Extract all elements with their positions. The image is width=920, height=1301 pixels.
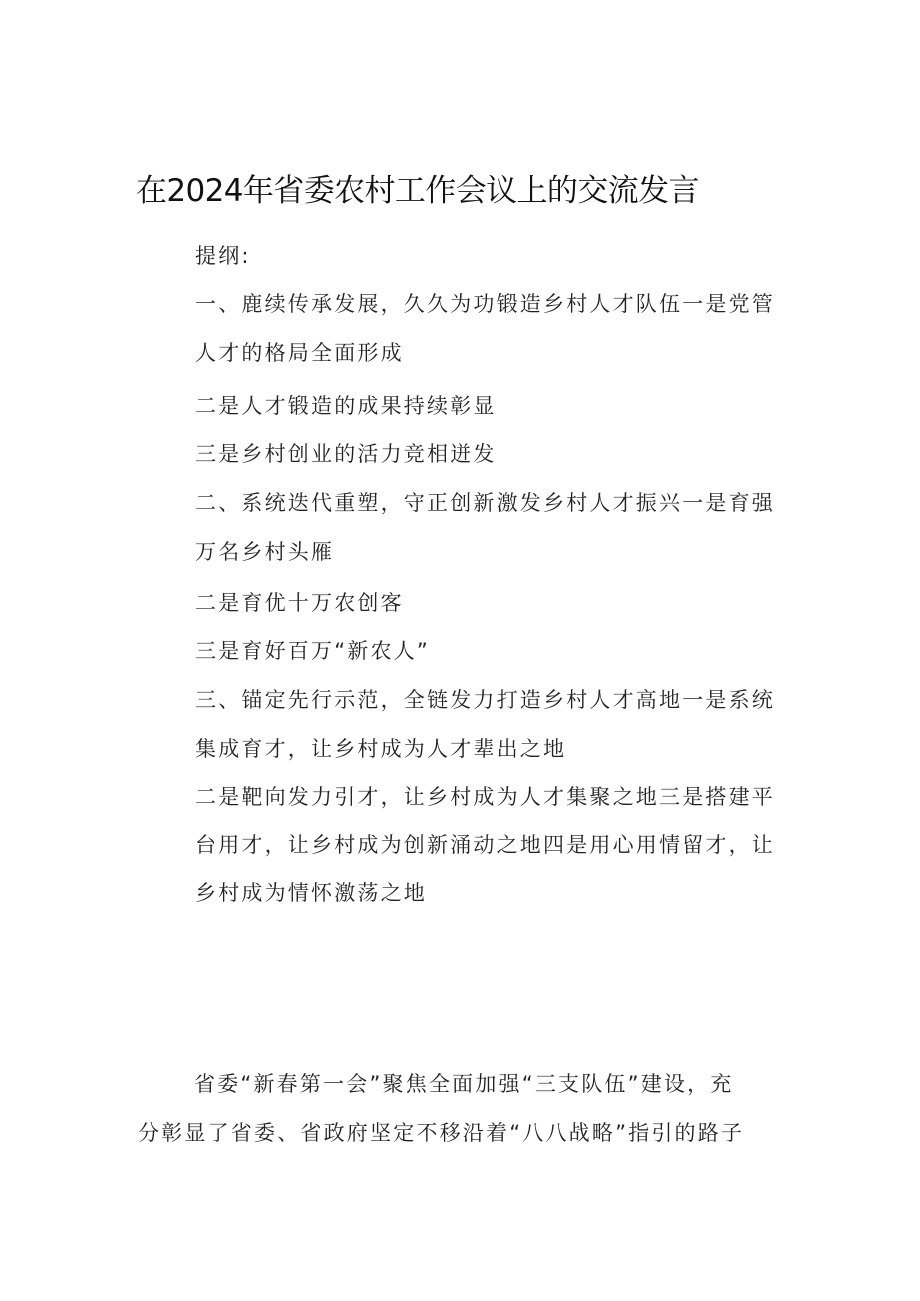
outline-line: 乡村成为情怀激荡之地	[195, 881, 427, 905]
outline-line: 三、锚定先行示范，全链发力打造乡村人才高地一是系统	[195, 688, 775, 712]
body-line: 省委“新春第一会”聚焦全面加强“三支队伍”建设，充	[194, 1072, 734, 1096]
outline-line: 人才的格局全面形成	[195, 341, 404, 365]
outline-line: 集成育才，让乡村成为人才辈出之地	[195, 737, 567, 761]
body-line: 分彰显了省委、省政府坚定不移沿着“八八战略”指引的路子	[138, 1121, 745, 1145]
outline-line: 二是人才锻造的成果持续彰显	[195, 394, 497, 418]
outline-line: 三是育好百万“新农人”	[195, 639, 430, 663]
outline-line: 二是靶向发力引才，让乡村成为人才集聚之地三是搭建平	[195, 785, 775, 809]
outline-line: 二、系统迭代重塑，守正创新激发乡村人才振兴一是育强	[195, 491, 775, 515]
outline-line: 三是乡村创业的活力竞相迸发	[195, 442, 497, 466]
outline-line: 万名乡村头雁	[195, 540, 335, 564]
outline-line: 二是育优十万农创客	[195, 591, 404, 615]
outline-line: 台用才，让乡村成为创新涌动之地四是用心用情留才，让	[195, 833, 775, 857]
outline-heading: 提纲:	[195, 244, 251, 268]
outline-line: 一、鹿续传承发展，久久为功锻造乡村人才队伍一是党管	[195, 292, 775, 316]
document-title: 在2024年省委农村工作会议上的交流发言	[136, 172, 699, 209]
